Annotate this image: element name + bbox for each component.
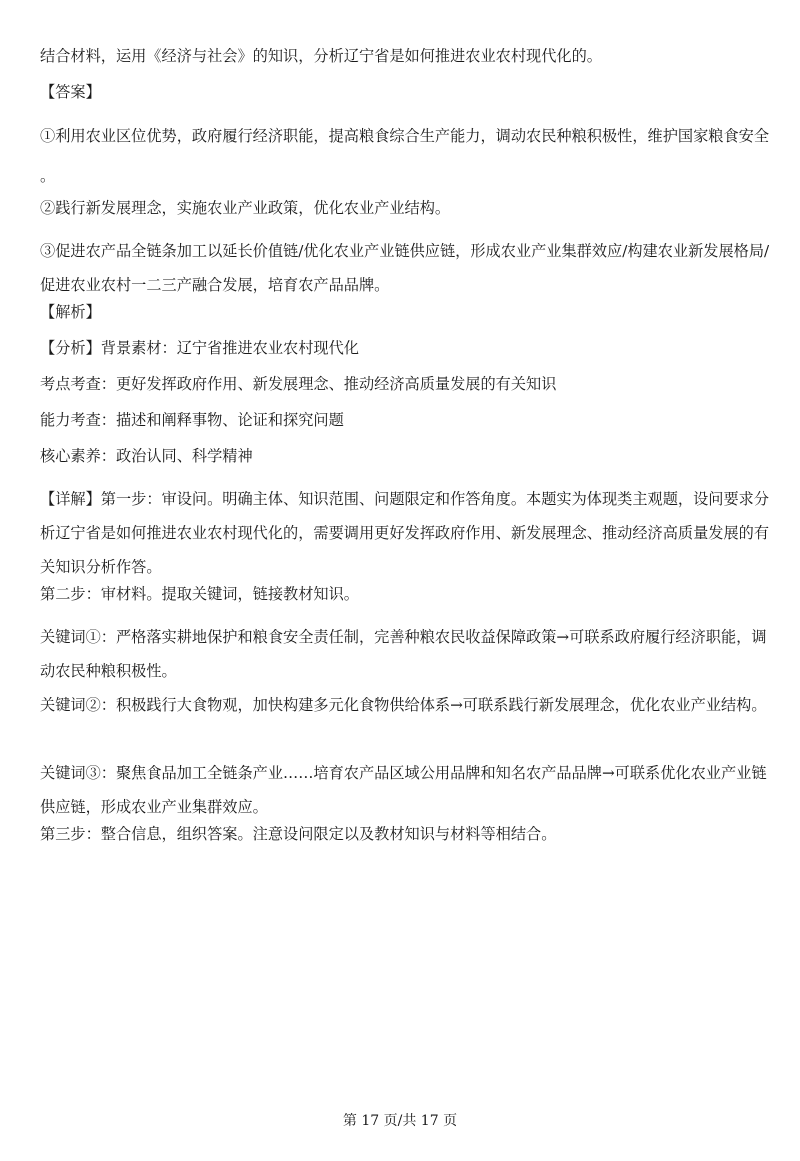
detail-paragraph: 【详解】第一步：审设问。明确主体、知识范围、问题限定和作答角度。本题实为体现类主观题，设问要求分析辽宁省是如何推进农业农村现代化的，需要调用更好发挥政府作用、新发展理念、推动经济高质量发展的有关知识分析作答。 [40,490,769,576]
page-number-footer: 第 17 页/共 17 页 [342,1113,458,1129]
keyword-3: 关键词③：聚焦食品加工全链条产业……培育农产品区域公用品牌和知名农产品品牌→可联系优化农业产业链供应链，形成农业产业集群效应。 [40,764,767,816]
answer-item-3: ③促进农产品全链条加工以延长价值链/优化农业产业链供应链，形成农业产业集群效应/构建农业新发展格局/促进农业农村一二三产融合发展，培育农产品品牌。 [40,242,770,294]
step-3: 第三步：整合信息，组织答案。注意设问限定以及教材知识与材料等相结合。 [40,825,557,843]
analysis-line-4: 核心素养：政治认同、科学精神 [40,447,253,465]
step-2: 第二步：审材料。提取关键词，链接教材知识。 [40,585,359,603]
analysis-line-2: 考点考查：更好发挥政府作用、新发展理念、推动经济高质量发展的有关知识 [40,375,557,393]
analysis-heading: 【解析】 [40,303,101,321]
analysis-line-1: 【分析】背景素材：辽宁省推进农业农村现代化 [40,339,359,357]
question-text: 结合材料，运用《经济与社会》的知识，分析辽宁省是如何推进农业农村现代化的。 [40,47,602,65]
answer-heading: 【答案】 [40,83,101,101]
keyword-2: 关键词②：积极践行大食物观，加快构建多元化食物供给体系→可联系践行新发展理念，优化农业产业结构。 [40,696,767,714]
answer-item-1: ①利用农业区位优势，政府履行经济职能，提高粮食综合生产能力，调动农民种粮积极性，维护国家粮食安全 。 [40,127,769,185]
analysis-line-3: 能力考查：描述和阐释事物、论证和探究问题 [40,411,344,429]
keyword-1: 关键词①：严格落实耕地保护和粮食安全责任制，完善种粮农民收益保障政策→可联系政府履行经济职能，调动农民种粮积极性。 [40,628,767,680]
answer-item-2: ②践行新发展理念，实施农业产业政策，优化农业产业结构。 [40,199,451,217]
